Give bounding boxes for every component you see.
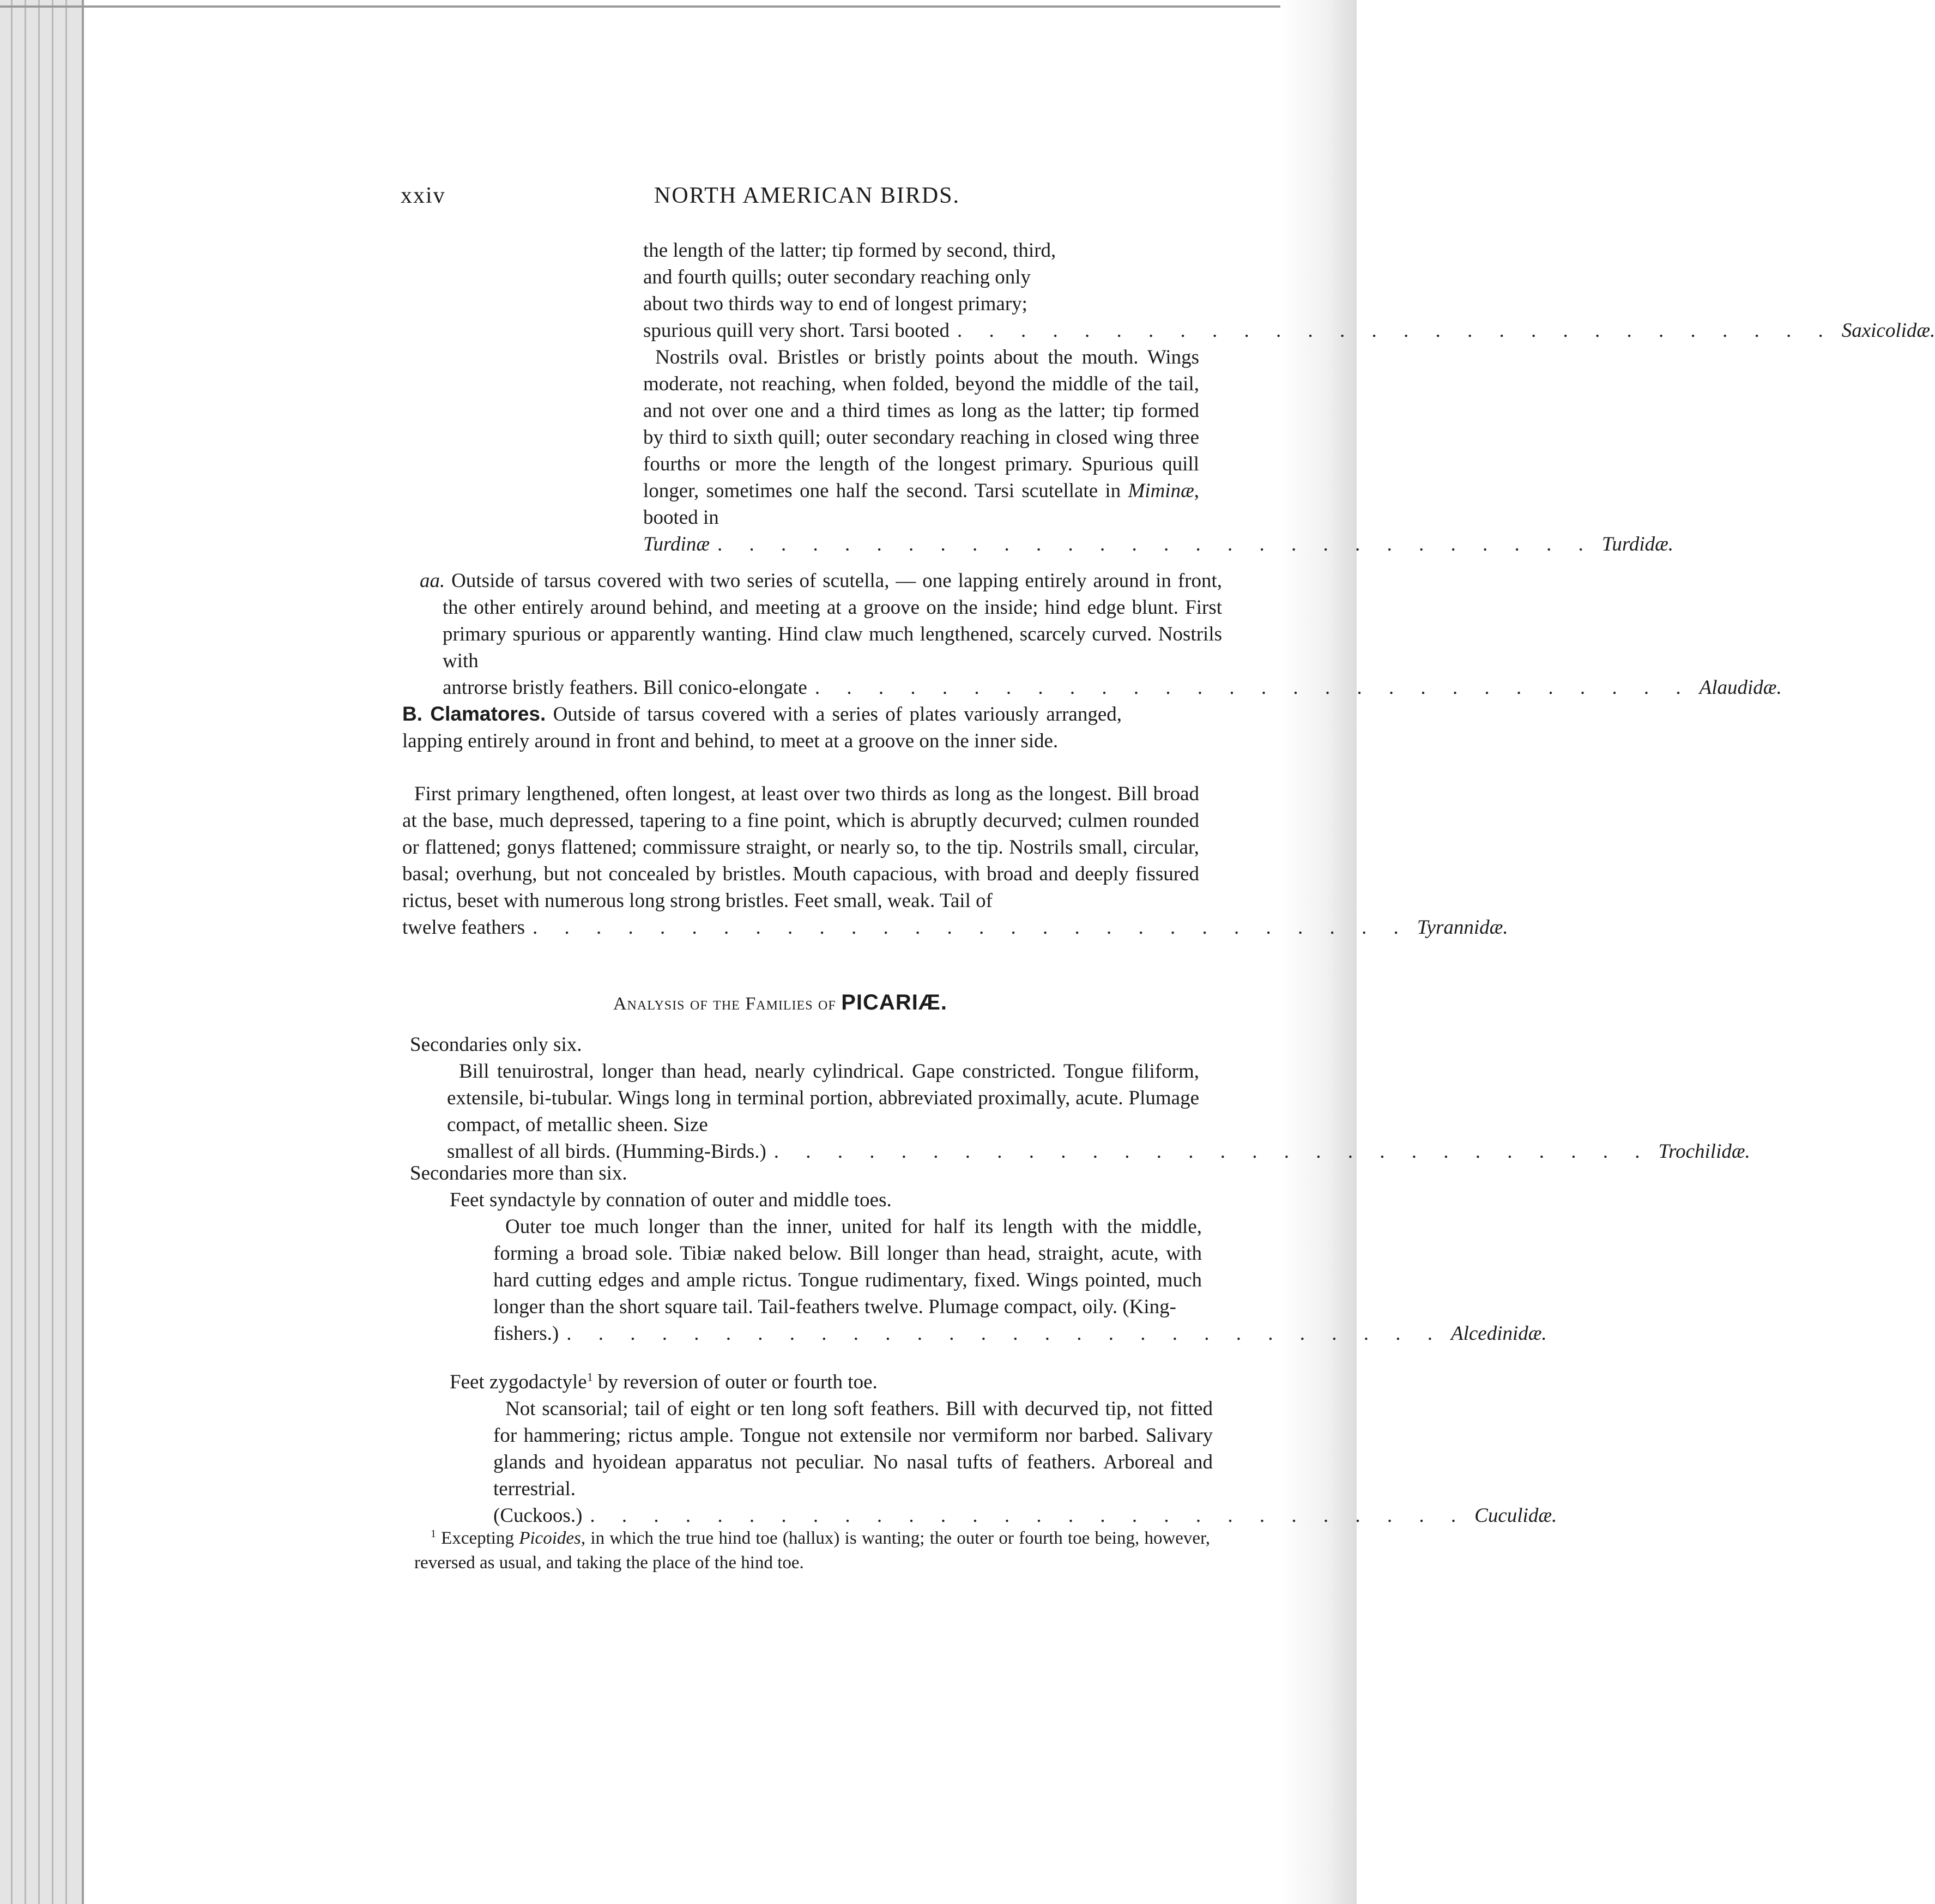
entry-text: Outside of tarsus covered with two series of scutella, — one lapping entirely around in front, the other entirely around behind, and meeting at a groove on the inside; hind edge blunt. First primary spurious or apparently wanting. Hind claw much lengthened, scarcely curved. Nostrils with — [443, 570, 1222, 672]
page-edge-line — [38, 0, 40, 1904]
entry-text: Feet zygodactyle — [450, 1371, 587, 1393]
footnote-ref: 1 — [586, 1370, 593, 1384]
entry-line: about two thirds way to end of longest primary; — [643, 293, 1027, 315]
key-entry-alcedinidae — [493, 1213, 1547, 1347]
key-label: aa. — [420, 570, 445, 592]
entry-last-line — [402, 914, 1508, 941]
section-title — [613, 990, 947, 1015]
footnote-mark: 1 — [431, 1528, 436, 1540]
entry-line: the length of the latter; tip formed by second, third, — [643, 239, 1056, 262]
leader-dots: . . . . . . . . . . . . . . . . . . . . . . . . . . . . — [957, 319, 1834, 342]
page-edge-line — [25, 0, 26, 1904]
leader-dots: . . . . . . . . . . . . . . . . . . . . . . . . . . . . — [773, 1140, 1651, 1163]
entry-text: twelve feathers — [402, 916, 525, 939]
leader-dots: . . . . . . . . . . . . . . . . . . . . . . . . . . . . — [566, 1322, 1443, 1345]
family-name: Alaudidæ. — [1699, 676, 1782, 699]
page-edge-line — [52, 0, 53, 1904]
key-heading: Secondaries only six. — [410, 1033, 582, 1056]
subfamily-name: Miminæ — [1128, 480, 1194, 502]
entry-text: Nostrils oval. Bristles or bristly points about the mouth. Wings moderate, not reaching, when folded, beyond the middle of the tail, and not over one and a third times as long as the latter; tip formed by third to sixth quill; outer secondary reaching in closed wing three fourths or more the length of the longest primary. Spurious quill longer, sometimes one half the second. Tarsi scutellate in — [643, 346, 1199, 502]
entry-text: smallest of all birds. (Humming-Birds.) — [447, 1140, 766, 1163]
entry-last-line — [643, 531, 1674, 558]
group-label: B. Clamatores. — [402, 703, 546, 725]
family-name: Alcedinidæ. — [1450, 1322, 1547, 1345]
key-entry-trochilidae — [447, 1058, 1750, 1165]
entry-text: by reversion of outer or fourth toe. — [592, 1371, 878, 1393]
subfamily-name: Turdinæ — [643, 533, 710, 555]
key-entry-tyrannidae — [402, 781, 1508, 941]
entry-text: fishers.) — [493, 1322, 559, 1345]
entry-last-line — [493, 1320, 1547, 1347]
running-title: NORTH AMERICAN BIRDS. — [654, 183, 960, 208]
top-edge — [0, 5, 1357, 8]
entry-text: Not scansorial; tail of eight or ten long soft feathers. Bill with decurved tip, not fitted for hammering; rictus ample. Tongue not extensile nor vermiform nor barbed. Salivary glands and hyoidean apparatus not peculiar. No nasal tufts of feathers. Arboreal and terrestrial. — [493, 1398, 1213, 1500]
entry-text: antrorse bristly feathers. Bill conico-elongate — [443, 676, 807, 699]
entry-text: Outside of tarsus covered with a series of plates variously arranged, lapping entirely around in front and behind, to meet at a groove on the inner side. — [402, 703, 1122, 752]
family-name: Turdidæ. — [1601, 533, 1674, 555]
key-entry-cuculidae — [493, 1395, 1557, 1529]
page-number: xxiv — [401, 183, 446, 208]
family-name: Saxicolidæ. — [1841, 319, 1935, 342]
entry-line: and fourth quills; outer secondary reaching only — [643, 266, 1031, 288]
entry-text: Outer toe much longer than the inner, united for half its length with the middle, forming a broad sole. Tibiæ naked below. Bill longer than head, straight, acute, with hard cutting edges and ample rictus. Tongue rudimentary, fixed. Wings pointed, much longer than the short square tail. Tail-feathers twelve. Plumage compact, oily. (King- — [493, 1216, 1202, 1318]
leader-dots: . . . . . . . . . . . . . . . . . . . . . . . . . . . . — [814, 676, 1692, 699]
section-title-group: PICARIÆ. — [841, 990, 947, 1014]
genus-name: Picoides — [519, 1528, 581, 1548]
entry-text: spurious quill very short. Tarsi booted — [643, 319, 950, 342]
leader-dots: . . . . . . . . . . . . . . . . . . . . . . . . . . . . — [717, 533, 1594, 555]
footnote-text: , in which the true hind toe (hallux) is wanting; the outer or fourth toe being, however, reversed as usual, and taking the place of the hind toe. — [414, 1528, 1211, 1573]
key-subheading: Feet syndactyle by connation of outer and middle toes. — [450, 1189, 892, 1211]
key-heading: Secondaries more than six. — [410, 1162, 627, 1184]
entry-text: First primary lengthened, often longest, at least over two thirds as long as the longest. Bill broad at the base, much depressed, tapering to a fine point, which is abruptly decurved; culmen rounded or flattened; gonys flattened; commissure straight, or nearly so, to the tip. Nostrils small, circular, basal; overhung, but not concealed by bristles. Mouth capacious, with broad and deeply fissured rictus, beset with numerous long strong bristles. Feet small, weak. Tail of — [402, 783, 1199, 912]
family-name: Trochilidæ. — [1658, 1140, 1750, 1163]
entry-text: , booted in — [643, 480, 1199, 529]
entry-last-line — [493, 1502, 1557, 1529]
page-edge-line — [82, 0, 84, 1904]
section-title-prefix: Analysis of the Families of — [613, 994, 836, 1014]
leader-dots: . . . . . . . . . . . . . . . . . . . . . . . . . . . . — [590, 1504, 1467, 1527]
entry-text: Bill tenuirostral, longer than head, nearly cylindrical. Gape constricted. Tongue filiform, extensile, bi-tubular. Wings long in terminal portion, abbreviated proximally, acute. Plumage compact, of metallic sheen. Size — [447, 1060, 1199, 1136]
key-entry-saxicolidae — [643, 237, 1935, 344]
leader-dots: . . . . . . . . . . . . . . . . . . . . . . . . . . . . — [532, 916, 1410, 939]
key-entry-turdidae — [643, 344, 1674, 558]
entry-text: (Cuckoos.) — [493, 1504, 583, 1527]
right-page-shadow — [1280, 0, 1357, 1904]
key-entry-alaudidae — [420, 567, 1782, 701]
page-edge-line — [65, 0, 67, 1904]
footnote — [414, 1526, 1210, 1575]
entry-last-line — [443, 674, 1782, 701]
footnote-text: Excepting — [436, 1528, 519, 1548]
family-name: Tyrannidæ. — [1417, 916, 1508, 939]
entry-last-line — [643, 317, 1935, 344]
family-name: Cuculidæ. — [1474, 1504, 1557, 1527]
key-entry-clamatores — [402, 700, 1122, 754]
key-subheading — [450, 1369, 1158, 1395]
page-edge-line — [11, 0, 13, 1904]
